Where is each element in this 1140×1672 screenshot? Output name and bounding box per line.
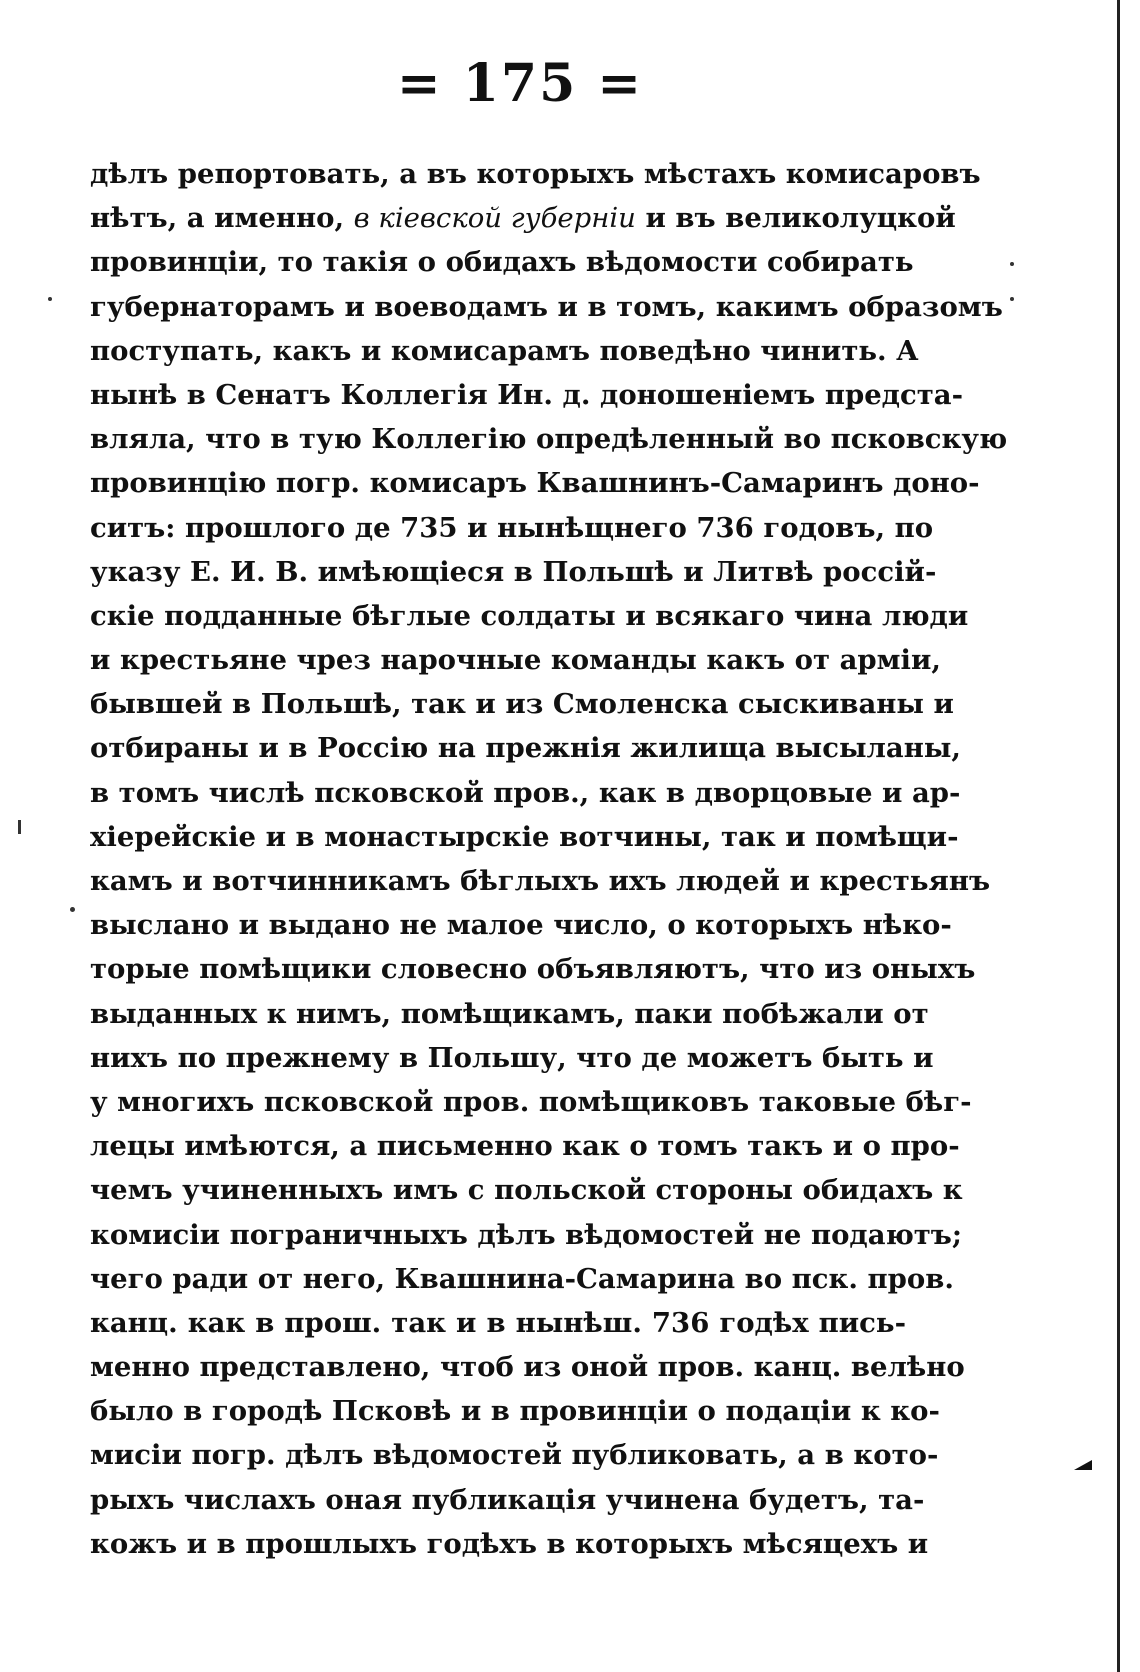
text-line: выслано и выдано не малое число, о которыхъ нѣко- bbox=[90, 909, 952, 942]
text-line: чего ради от него, Квашнина-Самарина во пск. пров. bbox=[90, 1262, 954, 1295]
margin-dot bbox=[1010, 262, 1014, 266]
text-line: рыхъ числахъ оная публикація учинена будетъ, та- bbox=[90, 1483, 925, 1516]
text-line: было в городѣ Псковѣ и в провинціи о подаціи к ко- bbox=[90, 1395, 940, 1428]
text-line: указу Е. И. В. имѣющіеся в Польшѣ и Литвѣ россій- bbox=[90, 555, 937, 588]
text-line: камъ и вотчинникамъ бѣглыхъ ихъ людей и крестьянъ bbox=[90, 865, 991, 897]
text-line: вляла, что в тую Коллегію опредѣленный во псковскую bbox=[90, 423, 1008, 456]
text-line: губернаторамъ и воеводамъ и в томъ, какимъ образомъ bbox=[90, 290, 1003, 323]
margin-dot bbox=[70, 907, 75, 912]
text-line: скіе подданные бѣглые солдаты и всякаго чина люди bbox=[90, 599, 969, 632]
text-line: чемъ учиненныхъ имъ с польской стороны обидахъ к bbox=[90, 1174, 963, 1207]
margin-dot bbox=[18, 820, 21, 834]
text-line: мисіи погр. дѣлъ вѣдомостей публиковать, а в кото- bbox=[90, 1439, 939, 1472]
text-line: хіерейскіе и в монастырскіе вотчины, так и помѣщи- bbox=[90, 820, 959, 853]
text-line: поступать, какъ и комисарамъ поведѣно чинить. А bbox=[90, 334, 919, 367]
text-line: и крестьяне чрез нарочные команды какъ от арміи, bbox=[90, 644, 941, 677]
text-line: нынѣ в Сенатъ Коллегія Ин. д. доношеніемъ предста- bbox=[90, 378, 964, 411]
margin-dot bbox=[48, 297, 52, 301]
text-line: канц. как в прош. так и в нынѣш. 736 годѣх пись- bbox=[90, 1306, 906, 1339]
text-line: торые помѣщики словесно объявляютъ, что из оныхъ bbox=[90, 953, 976, 986]
text-line: дѣлъ репортовать, а въ которыхъ мѣстахъ комисаровъ bbox=[90, 158, 981, 190]
text-line: у многихъ псковской пров. помѣщиковъ таковые бѣг- bbox=[90, 1085, 972, 1118]
margin-mark bbox=[1074, 1460, 1092, 1470]
text-line: нихъ по прежнему в Польшу, что де можетъ быть и bbox=[90, 1041, 934, 1074]
text-line: нѣтъ, а именно, в кіевской губерніи и въ великолуцкой bbox=[90, 202, 956, 235]
text-line: провинціи, то такія о обидахъ вѣдомости собирать bbox=[90, 246, 914, 279]
text-line: провинцію погр. комисаръ Квашнинъ-Самаринъ доно- bbox=[90, 467, 980, 500]
text-line: комисіи пограничныхъ дѣлъ вѣдомостей не подаютъ; bbox=[90, 1218, 963, 1251]
text-line: лецы имѣются, а письменно как о томъ такъ и о про- bbox=[90, 1130, 960, 1163]
text-line: отбираны и в Россію на прежнія жилища высыланы, bbox=[90, 732, 961, 765]
text-line: ситъ: прошлого де 735 и нынѣщнего 736 годовъ, по bbox=[90, 511, 934, 544]
body-text bbox=[90, 152, 1008, 1566]
text-line: в томъ числѣ псковской пров., как в дворцовые и ар- bbox=[90, 776, 961, 809]
margin-dot bbox=[1010, 297, 1014, 301]
scan-edge-line bbox=[1117, 0, 1120, 1672]
text-line: менно представлено, чтоб из оной пров. канц. велѣно bbox=[90, 1351, 965, 1384]
text-line: выданных к нимъ, помѣщикамъ, паки побѣжали от bbox=[90, 997, 929, 1030]
text-line: бывшей в Польшѣ, так и из Смоленска сыскиваны и bbox=[90, 688, 954, 721]
text-line: кожъ и в прошлыхъ годѣхъ в которыхъ мѣсяцехъ и bbox=[90, 1527, 929, 1560]
page-number: = 175 = bbox=[397, 53, 643, 114]
italic-phrase: в кіевской губерніи bbox=[353, 202, 636, 235]
